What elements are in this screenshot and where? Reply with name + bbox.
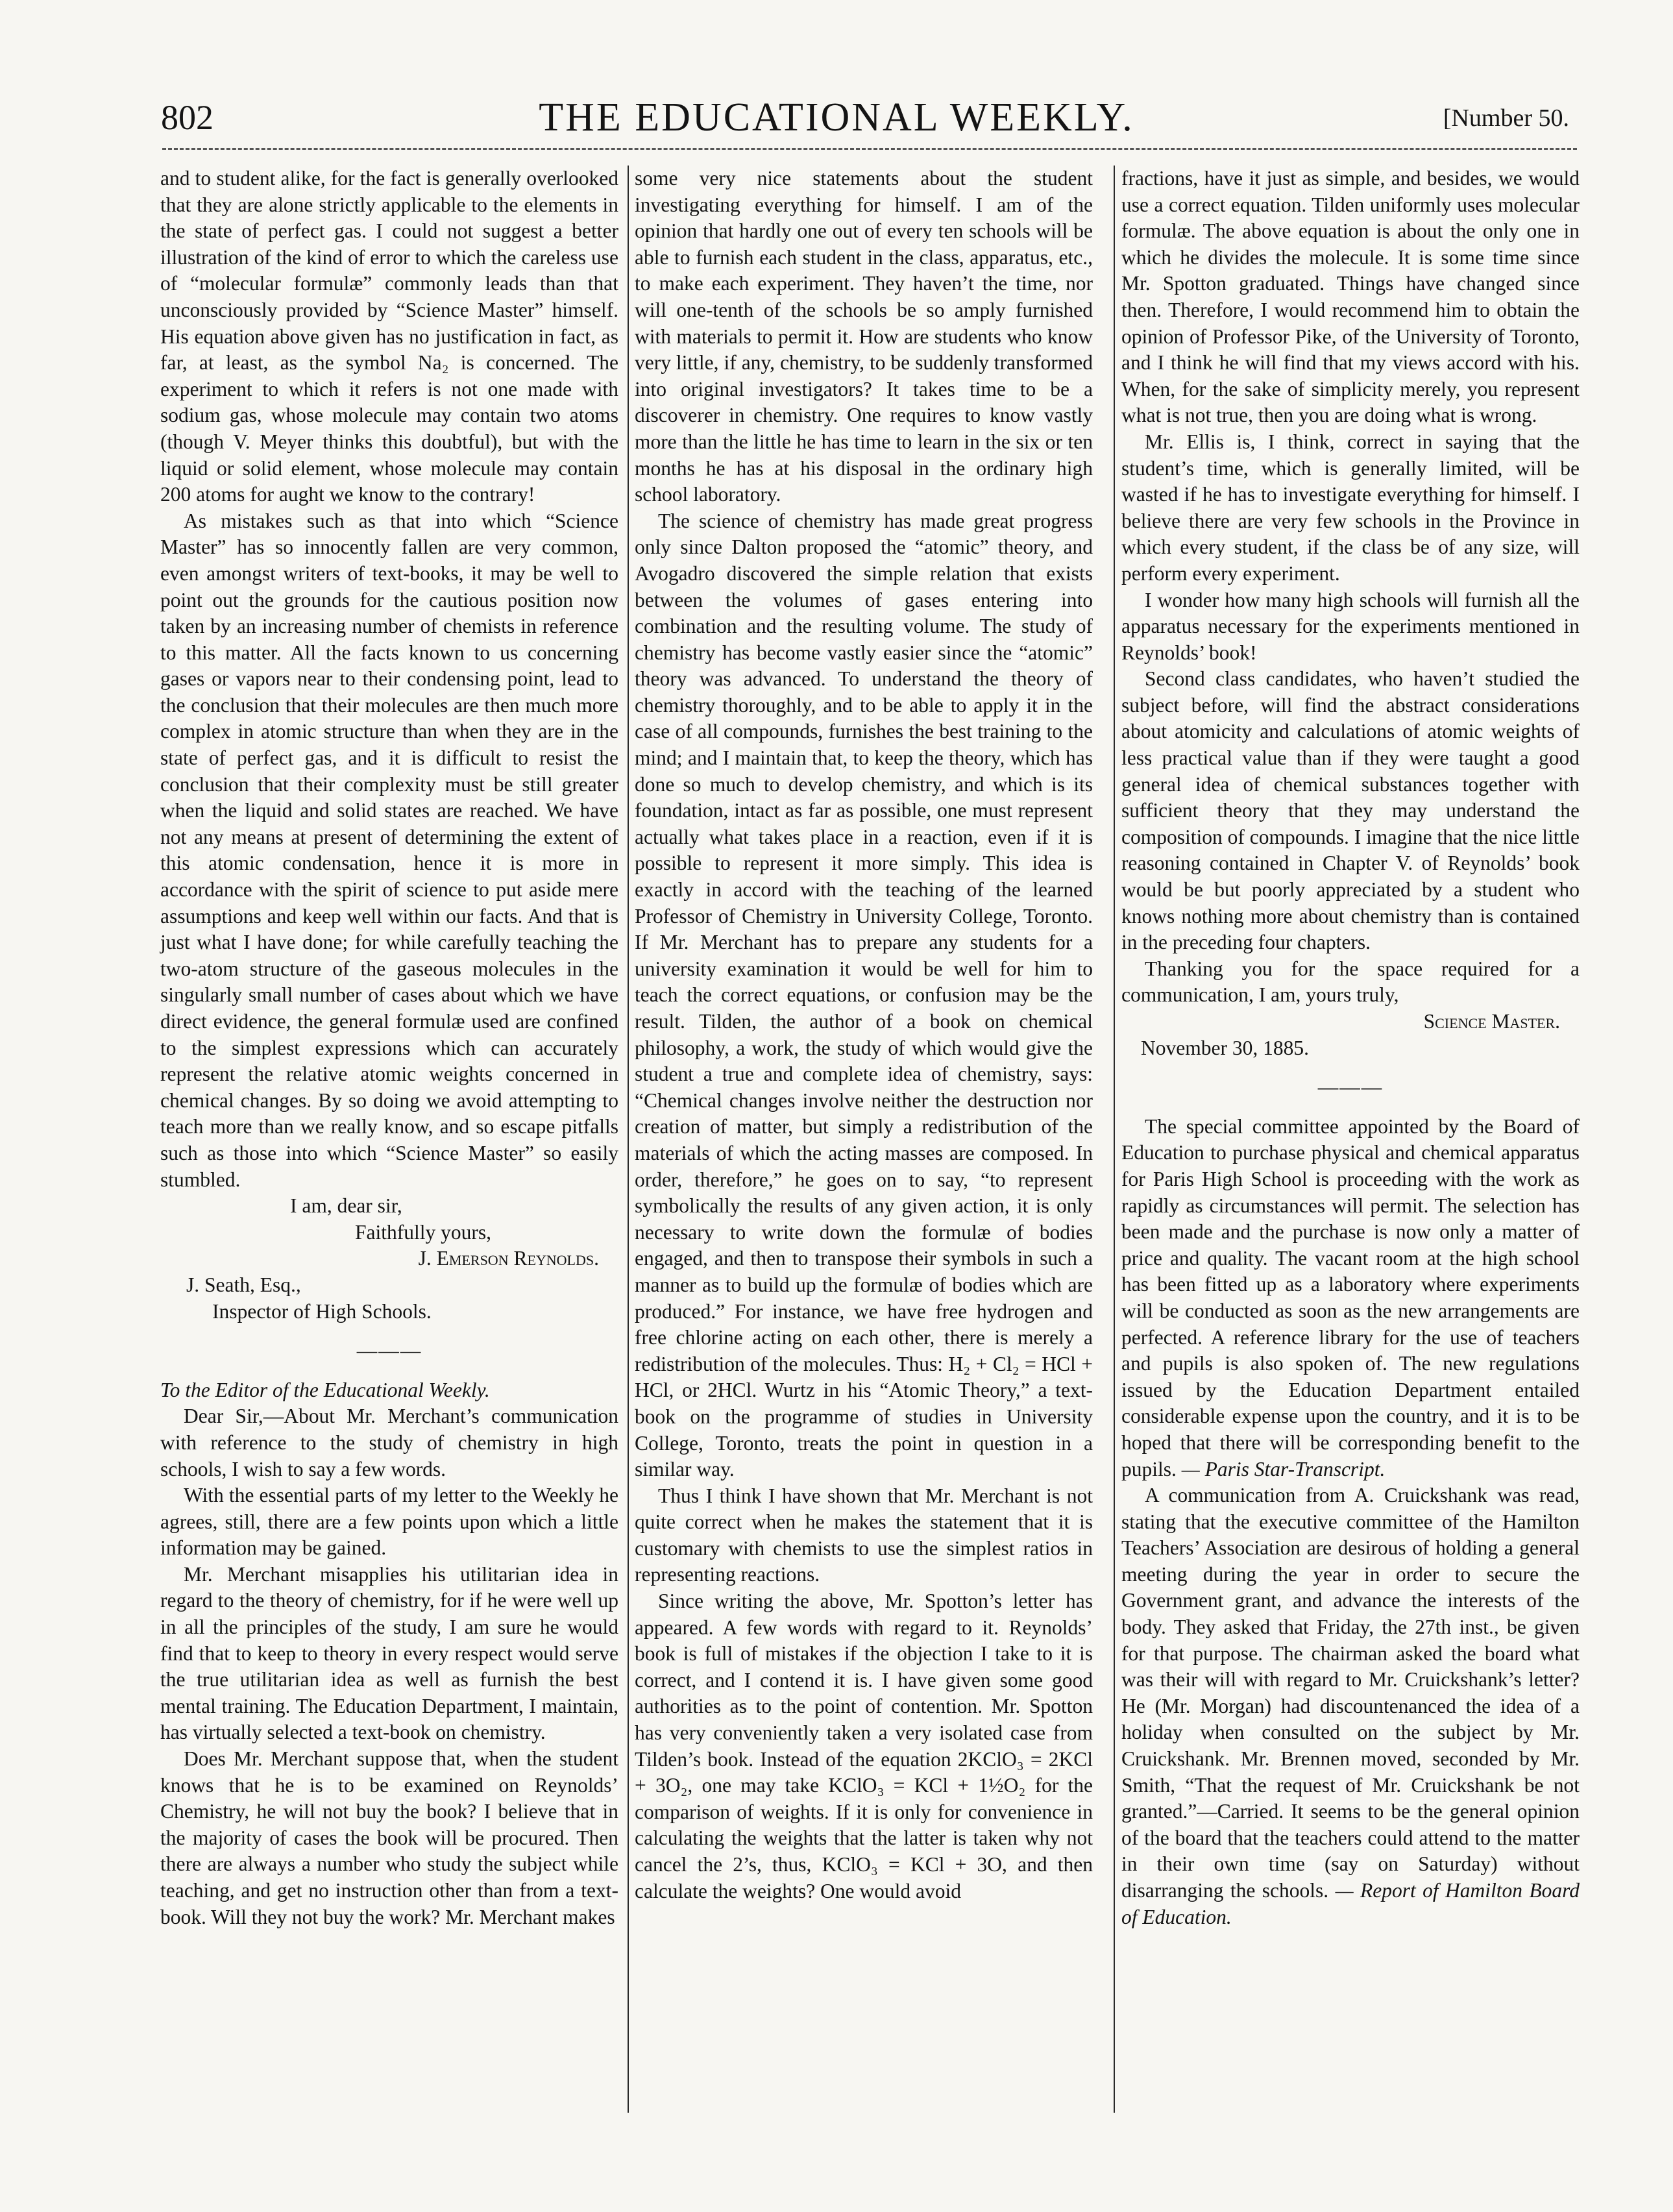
- paragraph-text: A communication from A. Cruickshank was read, stating that the executive committee of the Hamilton Teachers’ Association are desirous of holding a general meeting during the year in order to secure the Government grant, and advance the interests of the body. They asked that Friday, the 27th inst., be given for that purpose. The chairman asked the board what was their will with regard to Mr. Cruickshank’s letter? He (Mr. Morgan) had discountenanced the idea of a holiday when consulted on the subject by Mr. Cruickshank. Mr. Brennen moved, seconded by Mr. Smith, “That the request of Mr. Cruickshank be not granted.”—Carried. It seems to be the general opinion of the board that the teachers could attend to the matter in their own time (say on Saturday) without disarranging the schools.: [1121, 1484, 1580, 1902]
- signature: Science Master.: [1423, 1010, 1560, 1033]
- column-1: [160, 166, 618, 1930]
- paragraph: I wonder how many high schools will furnish all the apparatus necessary for the experiments mentioned in Reynolds’ book!: [1121, 588, 1580, 664]
- paragraph: Mr. Ellis is, I think, correct in saying that the student’s time, which is generally limited, will be wasted if he has to investigate everything for himself. I believe there are very few schools in the Province in which every student, if the class be of any size, will perform every experiment.: [1121, 430, 1580, 585]
- paragraph: and to student alike, for the fact is generally overlooked that they are alone strictly applicable to the elements in the state of perfect gas. I could not suggest a better illustration of the kind of error to which the careless use of “molecular formulæ” commonly leads than that unconsciously provided by “Science Master” himself. His equation above given has no justification in fact, as far, at least, as the symbol Na₂ is concerned. The experiment to which it refers is not one made with sodium gas, whose molecule may contain two atoms (though V. Meyer thinks this doubtful), but with the liquid or solid element, whose molecule may contain 200 atoms for aught we know to the contrary!: [160, 167, 618, 506]
- paragraph: As mistakes such as that into which “Science Master” has so innocently fallen are very common, even amongst writers of text-books, it may be well to point out the grounds for the cautious position now taken by an increasing number of chemists in reference to this matter. All the facts known to us concerning gases or vapors near to their condensing point, lead to the conclusion that their molecules are then much more complex in atomic structure than when they are in the state of perfect gas, and it is difficult to resist the conclusion that their complexity must be still greater when the liquid and solid states are reached. We have not any means at present of determining the extent of this atomic condensation, hence it is more in accordance with the spirit of science to put aside mere assumptions and keep well within our facts. And that is just what I have done; for while carefully teaching the two-atom structure of the gaseous molecules in the singularly small number of cases about which we have direct evidence, the general formulæ used are confined to the simplest expressions which can accurately represent the relative atomic weights concerned in chemical changes. By so doing we avoid attempting to teach more than we really know, and so escape pitfalls such as those into which “Science Master” so easily stumbled.: [160, 509, 618, 1191]
- paragraph: Thanking you for the space required for a communication, I am, yours truly,: [1121, 957, 1580, 1007]
- column-divider-1: [628, 166, 629, 2113]
- paragraph: Mr. Merchant misapplies his utilitarian idea in regard to the theory of chemistry, for if he were well up in all the principles of the study, I am sure he would find that to keep to theory in every respect would serve the true utilitarian idea as well as furnish the best mental training. The Education Department, I maintain, has virtually selected a text-book on chemistry.: [160, 1562, 618, 1744]
- separator: ———: [1317, 1075, 1384, 1099]
- letter-heading: To the Editor of the Educational Weekly.: [160, 1378, 490, 1401]
- paragraph: [1121, 1482, 1580, 1930]
- paragraph: fractions, have it just as simple, and besides, we would use a correct equation. Tilden uniformly uses molecular formulæ. The above equation is about the only one in which he divides the molecule. It is some time since Mr. Spotton graduated. Things have changed since then. Therefore, I would recommend him to obtain the opinion of Professor Pike, of the University of Toronto, and I think he will find that my views accord with his. When, for the sake of simplicity merely, you represent what is not true, then you are doing what is wrong.: [1121, 167, 1580, 427]
- paragraph: some very nice statements about the student investigating everything for himself. I am of the opinion that hardly one out of every ten schools will be able to furnish each student in the class, apparatus, etc., to make each experiment. They haven’t the time, nor will one-tenth of the schools be so amply furnished with materials to permit it. How are students who know very little, if any, chemistry, to be suddenly transformed into original investigators? It takes time to be a discoverer in chemistry. One requires to know vastly more than the little he has time to learn in the six or ten months he has at his disposal in the ordinary high school laboratory.: [635, 167, 1093, 506]
- issue-number: [Number 50.: [1443, 104, 1569, 132]
- column-2: [635, 166, 1093, 1904]
- paragraph: [1121, 1114, 1580, 1482]
- paragraph: Since writing the above, Mr. Spotton’s letter has appeared. A few words with regard to it. Reynolds’ book is full of mistakes if the objection I take to it is correct, and I contend it is. I have given some good authorities as to the point of contention. Mr. Spotton has very conveniently taken a very isolated case from Tilden’s book. Instead of the equation 2KClO₃ = 2KCl + 3O₂, one may take KClO₃ = KCl + 1½O₂ for the comparison of weights. If it is only for convenience in calculating the weights that the latter is taken why not cancel the 2’s, thus, KClO₃ = KCl + 3O, and then calculate the weights? One would avoid: [635, 1590, 1093, 1902]
- column-3: [1121, 166, 1580, 1930]
- page-number: 802: [161, 98, 214, 137]
- masthead: [0, 0, 1673, 162]
- signature: J. Emerson Reynolds.: [418, 1247, 599, 1270]
- paragraph: The science of chemistry has made great progress only since Dalton proposed the “atomic” theory, and Avogadro discovered the simple relation that exists between the volumes of gases entering into combination and the resulting volume. The study of chemistry has become vastly easier since the “atomic” theory was advanced. To understand the theory of chemistry thoroughly, and to be able to apply it in the case of all compounds, furnishes the best training to the mind; and I maintain that, to keep the theory, which has done so much to develop chemistry, and which is its foundation, intact as far as possible, one must represent actually what takes place in a reaction, even if it is possible to represent it more simply. This idea is exactly in accord with the teaching of the learned Professor of Chemistry in University College, Toronto. If Mr. Merchant has to prepare any students for a university examination it would be well for him to teach the correct equations, or confusion may be the result. Tilden, the author of a book on chemical philosophy, a work, the study of which would give the student a true and complete idea of chemistry, says: “Chemical changes involve neither the destruction nor creation of matter, but simply a redistribution of the materials of which the acting masses are composed. In order, therefore,” he goes on to say, “to represent symbolically the results of any given action, it is only necessary to write down the formulæ of bodies engaged, and then to transpose their symbols in such a manner as to build up the formulæ of bodies which are produced.” For instance, we have free hydrogen and free chlorine acting on each other, there is merely a redistribution of the molecules. Thus: H₂ + Cl₂ = HCl + HCl, or 2HCl. Wurtz in his “Atomic Theory,” a text-book on the programme of studies in University College, Toronto, treats the point in question in a similar way.: [635, 509, 1093, 1481]
- addressee: J. Seath, Esq.,: [186, 1273, 301, 1296]
- source-attribution: — Paris Star-Transcript.: [1181, 1457, 1386, 1481]
- publication-title: THE EDUCATIONAL WEEKLY.: [539, 95, 1134, 140]
- paragraph-text: The special committee appointed by the Board of Education to purchase physical and chemical apparatus for Paris High School is proceeding with the work as rapidly as circumstances will permit. The selection has been made and the purchase is now only a matter of price and quality. The vacant room at the high school has been fitted up as a laboratory where experiments will be conducted as soon as the new arrangements are perfected. A reference library for the use of teachers and pupils is also spoken of. The new regulations issued by the Education Department entailed considerable expense upon the country, and it is to be hoped that there will be corresponding benefit to the pupils.: [1121, 1114, 1580, 1481]
- paragraph: With the essential parts of my letter to the Weekly he agrees, still, there are a few points upon which a little information may be gained.: [160, 1484, 618, 1560]
- paragraph: Does Mr. Merchant suppose that, when the student knows that he is to be examined on Reynolds’ Chemistry, he will not buy the book? I believe that in the majority of cases the book will be procured. Then there are always a number who study the subject while teaching, and get no instruction other than from a text-book. Will they not buy the work? Mr. Merchant makes: [160, 1747, 618, 1928]
- closing-line: I am, dear sir,: [290, 1194, 402, 1218]
- separator: ———: [356, 1339, 422, 1362]
- paragraph: Dear Sir,—About Mr. Merchant’s communication with reference to the study of chemistry in high schools, I wish to say a few words.: [160, 1405, 618, 1481]
- column-divider-2: [1114, 166, 1115, 2113]
- source-attribution: — Report of Hamilton Board of Education.: [1121, 1879, 1580, 1928]
- paragraph: Second class candidates, who haven’t studied the subject before, will find the abstract considerations about atomicity and calculations of atomic weights of less practical value than if they were taught a good general idea of chemical substances together with sufficient theory that they may understand the composition of compounds. I imagine that the nice little reasoning contained in Chapter V. of Reynolds’ book would be but poorly appreciated by a student who knows nothing more about chemistry than is contained in the preceding four chapters.: [1121, 667, 1580, 954]
- closing-line: Faithfully yours,: [355, 1220, 491, 1244]
- header-rule: [162, 148, 1577, 150]
- paragraph: Thus I think I have shown that Mr. Merchant is not quite correct when he makes the statement that it is customary with chemists to use the simplest ratios in representing reactions.: [635, 1484, 1093, 1586]
- addressee: Inspector of High Schools.: [212, 1299, 432, 1323]
- letter-date: November 30, 1885.: [1141, 1036, 1309, 1059]
